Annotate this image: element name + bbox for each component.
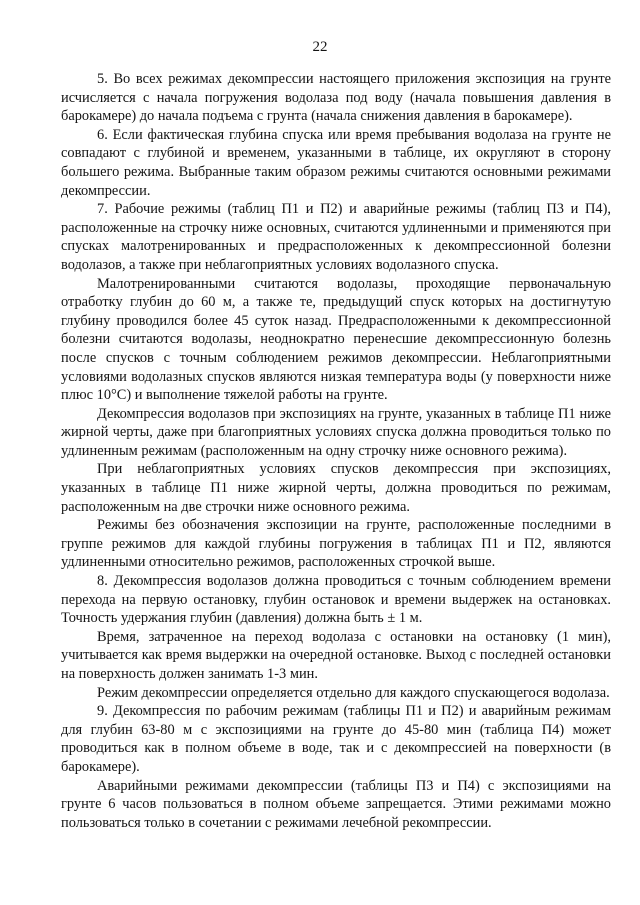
paragraph-item-7: 7. Рабочие режимы (таблиц П1 и П2) и аварийные режимы (таблиц П3 и П4), расположенные на строчку ниже основных, считаются удлиненными и применяются при спусках малотренированных и предрасположенных к декомпрессионной болезни водолазов, а также при неблагоприятных условиях водолазного спуска. xyxy=(61,201,611,273)
page-number: 22 xyxy=(312,39,328,55)
paragraph-item-5: 5. Во всех режимах декомпрессии настоящего приложения экспозиция на грунте исчисляется с начала погружения водолаза под воду (начала повышения давления в барокамере) до начала подъема с грунта (начала снижения давления в барокамере). xyxy=(61,71,611,125)
paragraph-transition-time: Время, затраченное на переход водолаза с остановки на остановку (1 мин), учитывается как время выдержки на очередной остановке. Выход с последней остановки на поверхность должен занимать 1-3 мин. xyxy=(61,628,611,682)
paragraph-definitions: Малотренированными считаются водолазы, проходящие первоначальную отработку глубин до 60 м, а также те, предыдущий спуск которых на достигнутую глубину проводился более 45 суток назад. Предрасположенными к декомпрессионной болезни считаются водолазы, неоднократно перенесшие декомпрессионную болезнь после спусков с точным соблюдением режимов декомпрессии. Неблагоприятными условиями водолазных спусков являются низкая температура воды (у поверхности ниже плюс 10°С) и выполнение тяжелой работы на грунте. xyxy=(61,275,611,404)
paragraph-unlabeled-modes: Режимы без обозначения экспозиции на грунте, расположенные последними в группе режимов для каждой глубины погружения в таблицах П1 и П2, являются удлиненными относительно режимов, расположенных строчкой выше. xyxy=(61,517,611,571)
paragraph-table-p1-extended: Декомпрессия водолазов при экспозициях на грунте, указанных в таблице П1 ниже жирной черты, даже при благоприятных условиях спуска должна проводиться только по удлиненным режимам (расположенным на одну строчку ниже основного режима). xyxy=(61,405,611,459)
paragraph-item-9: 9. Декомпрессия по рабочим режимам (таблицы П1 и П2) и аварийным режимам для глубин 63-80 м с экспозициями на грунте до 45-80 мин (таблица П4) может проводиться как в полном объеме в воде, так и с декомпрессией на поверхности (в барокамере). xyxy=(61,703,611,775)
paragraph-item-6: 6. Если фактическая глубина спуска или время пребывания водолаза на грунте не совпадают с глубиной и временем, указанными в таблице, их округляют в сторону большего режима. Выбранные таким образом режимы считаются основными режимами декомпрессии. xyxy=(61,126,611,199)
paragraph-item-8: 8. Декомпрессия водолазов должна проводиться с точным соблюдением времени перехода на первую остановку, глубин остановок и времени выдержек на остановках. Точность удержания глубин (давления) должна быть ± 1 м. xyxy=(61,573,611,627)
document-body xyxy=(61,70,611,832)
paragraph-emergency-modes: Аварийными режимами декомпрессии (таблицы П3 и П4) с экспозициями на грунте 6 часов пользоваться в полном объеме запрещается. Этими режимами можно пользоваться только в сочетании с режимами лечебной рекомпрессии. xyxy=(61,777,611,831)
paragraph-individual-mode: Режим декомпрессии определяется отдельно для каждого спускающегося водолаза. xyxy=(97,684,610,701)
paragraph-table-p1-unfavorable: При неблагоприятных условиях спусков декомпрессия при экспозициях, указанных в таблице П1 ниже жирной черты, должна проводиться по режимам, расположенным на две строчки ниже основного режима. xyxy=(61,461,611,515)
